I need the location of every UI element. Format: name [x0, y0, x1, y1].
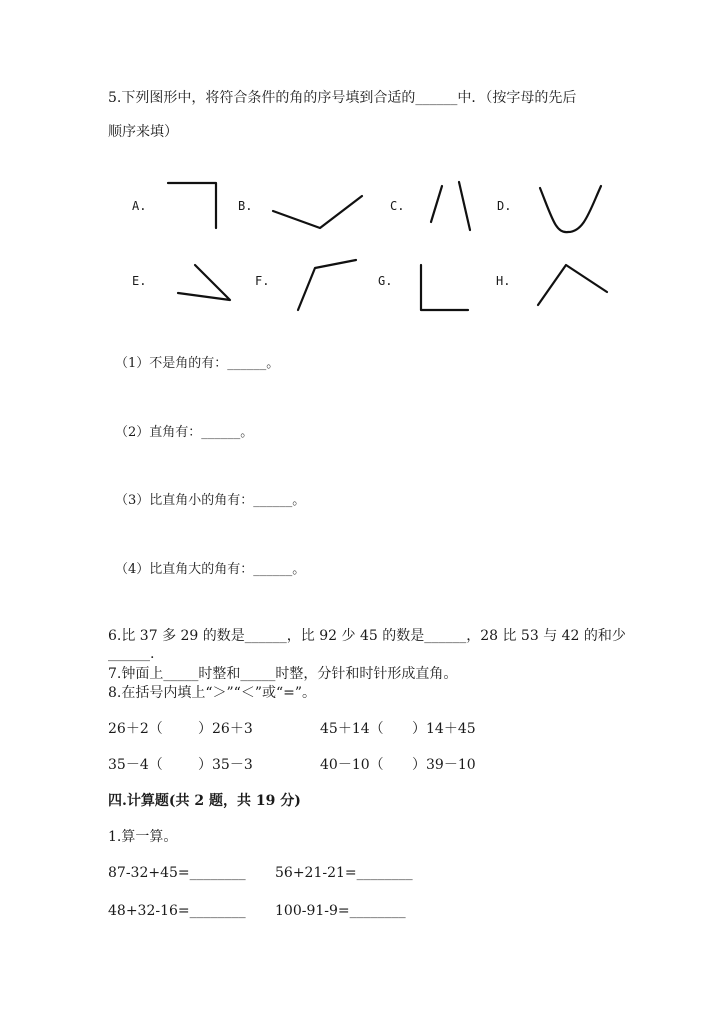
section4-title: 四.计算题(共 2 题，共 19 分) [108, 793, 301, 809]
figure-label-a: A. [132, 199, 147, 213]
q6-line1: 6.比 37 多 29 的数是______，比 92 少 45 的数是______，28 比 53 与 42 的和少 [108, 628, 626, 644]
compare-left-4: 40－10（ [320, 757, 384, 773]
q5-sub1: （1）不是角的有：______。 [115, 356, 280, 371]
figure-label-e: E. [132, 274, 147, 288]
acute-angle-icon [178, 265, 230, 300]
figure-label-b: B. [238, 199, 253, 213]
compare-left-3: 35－4（ [108, 757, 163, 773]
compare-right-3: ）35－3 [198, 757, 253, 773]
figure-label-c: C. [390, 199, 405, 213]
calc-item-3: 48+32-16=________ [108, 903, 246, 919]
open-lines-icon [459, 182, 470, 230]
figure-label-h: H. [496, 274, 511, 288]
angle-icon [538, 265, 607, 305]
obtuse-angle-icon [273, 196, 362, 228]
q6-line2: ______. [108, 646, 155, 662]
compare-right-2: ）14＋45 [412, 721, 476, 737]
figure-label-d: D. [497, 199, 512, 213]
curve-icon [540, 186, 601, 232]
compare-left-2: 45＋14（ [320, 721, 384, 737]
section4-q1: 1.算一算。 [108, 829, 178, 845]
q8-title: 8.在括号内填上“＞”“＜”或“=”。 [108, 685, 317, 701]
right-angle-corner-icon [168, 183, 216, 228]
compare-right-4: ）39－10 [412, 757, 476, 773]
q5-sub3: （3）比直角小的角有：______。 [115, 493, 306, 508]
obtuse-angle-icon [298, 260, 356, 310]
q5-sub2: （2）直角有：______。 [115, 425, 254, 440]
calc-item-1: 87-32+45=________ [108, 865, 246, 881]
q5-line2: 顺序来填） [108, 124, 178, 140]
q5-sub4: （4）比直角大的角有：______。 [115, 562, 306, 577]
right-angle-icon [421, 265, 468, 310]
q7-text: 7.钟面上_____时整和_____时整，分针和时针形成直角。 [108, 666, 458, 682]
figure-label-f: F. [255, 274, 270, 288]
compare-left-1: 26＋2（ [108, 721, 163, 737]
figure-label-g: G. [378, 274, 393, 288]
q5-line1: 5.下列图形中，将符合条件的角的序号填到合适的______中．（按字母的先后 [108, 90, 577, 106]
calc-item-2: 56+21-21=________ [275, 865, 413, 881]
compare-right-1: ）26＋3 [198, 721, 253, 737]
open-lines-icon [431, 186, 442, 222]
calc-item-4: 100-91-9=________ [275, 903, 406, 919]
